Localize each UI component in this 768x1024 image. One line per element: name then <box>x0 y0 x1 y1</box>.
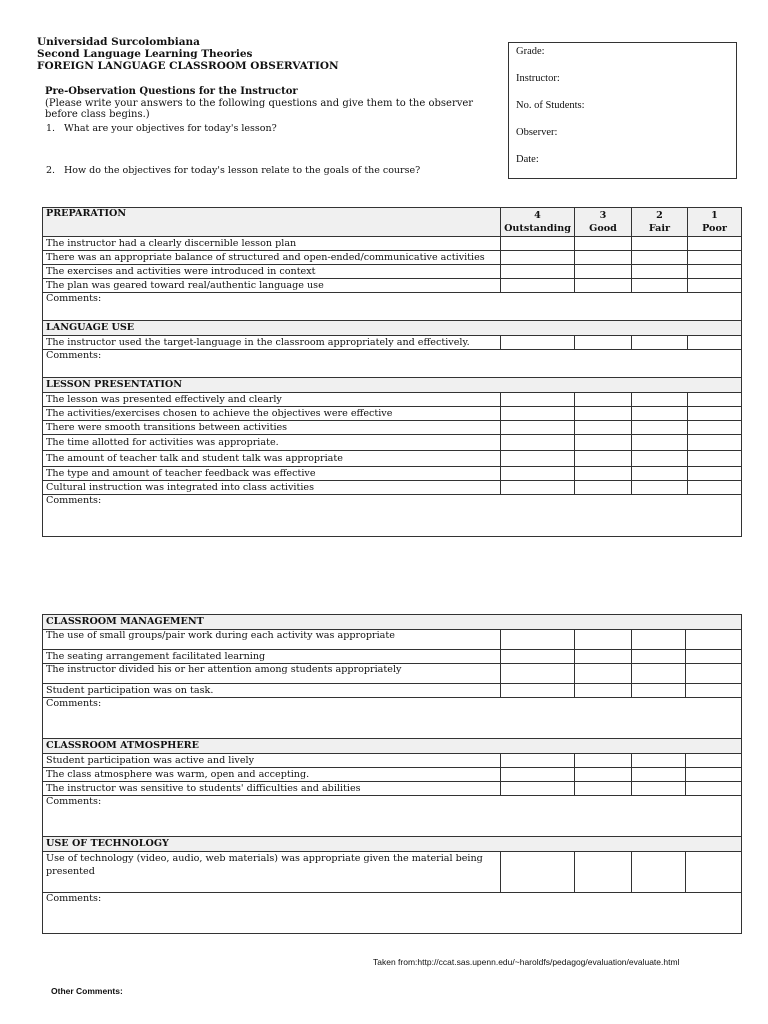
table-row <box>43 768 742 782</box>
rating-4-cell[interactable] <box>501 435 575 451</box>
comments-row <box>43 495 742 537</box>
rating-4-cell[interactable] <box>501 393 575 407</box>
rating-1-cell[interactable] <box>688 265 742 279</box>
table-row <box>43 251 742 265</box>
criterion-text: There were smooth transitions between activities <box>43 421 501 435</box>
criterion-text: The class atmosphere was warm, open and accepting. <box>43 768 501 782</box>
rating-2-cell[interactable] <box>632 279 688 293</box>
rating-3-cell[interactable] <box>575 650 632 664</box>
rating-1-cell[interactable] <box>688 237 742 251</box>
rating-1-cell[interactable] <box>688 407 742 421</box>
rating-2-cell[interactable] <box>632 237 688 251</box>
instructor-field[interactable]: Instructor: <box>516 73 560 84</box>
table-row <box>43 664 742 684</box>
criterion-text: The type and amount of teacher feedback was effective <box>43 467 501 481</box>
table-row <box>43 684 742 698</box>
language-use-title: LANGUAGE USE <box>43 321 742 336</box>
rating-2-cell[interactable] <box>632 251 688 265</box>
rating-3-cell[interactable] <box>575 393 632 407</box>
rating-3-cell[interactable] <box>575 684 632 698</box>
comments-row <box>43 350 742 378</box>
date-field[interactable]: Date: <box>516 154 539 165</box>
comments-row <box>43 293 742 321</box>
table-row <box>43 451 742 467</box>
rating-4-cell[interactable] <box>501 336 575 350</box>
table-row <box>43 407 742 421</box>
rating-4-cell[interactable] <box>501 782 575 796</box>
rating-3-cell[interactable] <box>575 265 632 279</box>
rating-1-num: 1 <box>711 210 718 221</box>
rating-4-cell[interactable] <box>501 251 575 265</box>
question-2-number: 2. <box>46 165 56 176</box>
criterion-text: Cultural instruction was integrated into class activities <box>43 481 501 495</box>
question-1-number: 1. <box>46 123 56 134</box>
rating-2-cell[interactable] <box>632 852 686 893</box>
rating-2-num: 2 <box>656 210 663 221</box>
university-name: Universidad Surcolombiana <box>37 36 200 48</box>
criterion-text: The instructor divided his or her attention among students appropriately <box>43 664 501 684</box>
lesson-presentation-header-row <box>43 378 742 393</box>
rating-2-label: Fair <box>648 223 671 234</box>
rating-3-cell[interactable] <box>575 421 632 435</box>
pre-observation-title: Pre-Observation Questions for the Instructor <box>45 86 298 97</box>
use-of-technology-header-row <box>43 837 742 852</box>
comments-row <box>43 698 742 739</box>
rating-1-cell[interactable] <box>686 768 742 782</box>
criterion-text: The instructor was sensitive to students' difficulties and abilities <box>43 782 501 796</box>
rating-4-cell[interactable] <box>501 650 575 664</box>
rating-4-cell[interactable] <box>501 237 575 251</box>
language-use-comments[interactable]: Comments: <box>43 350 742 378</box>
lesson-presentation-title: LESSON PRESENTATION <box>43 378 742 393</box>
rating-2-cell[interactable] <box>632 782 686 796</box>
source-credit: Taken from:http://ccat.sas.upenn.edu/~haroldfs/pedagog/evaluation/evaluate.html <box>373 957 680 967</box>
rating-1-cell[interactable] <box>686 664 742 684</box>
question-1: What are your objectives for today's lesson? <box>64 123 277 134</box>
comments-row <box>43 796 742 837</box>
rating-2-cell[interactable] <box>632 664 686 684</box>
rating-3-cell[interactable] <box>575 435 632 451</box>
rating-3-cell[interactable] <box>575 852 632 893</box>
table-row <box>43 435 742 451</box>
rating-1-cell[interactable] <box>688 467 742 481</box>
classroom-atmosphere-comments[interactable]: Comments: <box>43 796 742 837</box>
rating-2-cell[interactable] <box>632 467 688 481</box>
rating-4-header <box>501 208 575 237</box>
use-of-technology-title: USE OF TECHNOLOGY <box>43 837 742 852</box>
rating-3-num: 3 <box>599 210 607 221</box>
rating-1-cell[interactable] <box>686 650 742 664</box>
rating-1-header <box>688 208 742 237</box>
rating-4-cell[interactable] <box>501 852 575 893</box>
classroom-management-header-row <box>43 615 742 630</box>
rating-2-cell[interactable] <box>632 265 688 279</box>
rating-4-cell[interactable] <box>501 754 575 768</box>
criterion-text: The activities/exercises chosen to achieve the objectives were effective <box>43 407 501 421</box>
rating-4-cell[interactable] <box>501 630 575 650</box>
rating-3-header <box>575 208 632 237</box>
preparation-title: PREPARATION <box>43 208 501 237</box>
rating-3-cell[interactable] <box>575 279 632 293</box>
rating-4-cell[interactable] <box>501 451 575 467</box>
rating-2-cell[interactable] <box>632 768 686 782</box>
grade-field[interactable]: Grade: <box>516 46 545 57</box>
rating-2-cell[interactable] <box>632 435 688 451</box>
rating-2-cell[interactable] <box>632 481 688 495</box>
rating-1-cell[interactable] <box>688 251 742 265</box>
rating-2-cell[interactable] <box>632 393 688 407</box>
table-row <box>43 754 742 768</box>
evaluation-table-2 <box>42 614 742 934</box>
rating-2-cell[interactable] <box>632 684 686 698</box>
rating-4-cell[interactable] <box>501 421 575 435</box>
observer-field[interactable]: Observer: <box>516 127 558 138</box>
classroom-atmosphere-header-row <box>43 739 742 754</box>
rating-2-cell[interactable] <box>632 451 688 467</box>
rating-3-cell[interactable] <box>575 481 632 495</box>
rating-2-cell[interactable] <box>632 650 686 664</box>
rating-1-cell[interactable] <box>686 852 742 893</box>
table-row <box>43 265 742 279</box>
rating-2-header <box>632 208 688 237</box>
document-header <box>37 36 339 72</box>
criterion-text: The lesson was presented effectively and clearly <box>43 393 501 407</box>
criterion-text: The instructor had a clearly discernible lesson plan <box>43 237 501 251</box>
rating-3-cell[interactable] <box>575 451 632 467</box>
rating-4-cell[interactable] <box>501 768 575 782</box>
pre-observation-note: (Please write your answers to the following questions and give them to the observer before class begins.) <box>45 98 474 120</box>
use-of-technology-comments[interactable]: Comments: <box>43 893 742 934</box>
question-2: How do the objectives for today's lesson relate to the goals of the course? <box>64 165 421 176</box>
rating-3-cell[interactable] <box>575 754 632 768</box>
form-title: FOREIGN LANGUAGE CLASSROOM OBSERVATION <box>37 60 339 72</box>
table-row <box>43 393 742 407</box>
course-name: Second Language Learning Theories <box>37 48 253 60</box>
classroom-atmosphere-title: CLASSROOM ATMOSPHERE <box>43 739 742 754</box>
rating-1-cell[interactable] <box>688 421 742 435</box>
rating-3-cell[interactable] <box>575 407 632 421</box>
rating-1-cell[interactable] <box>688 435 742 451</box>
rating-3-cell[interactable] <box>575 336 632 350</box>
preparation-header-row <box>43 208 742 237</box>
rating-2-cell[interactable] <box>632 336 688 350</box>
criterion-text: The instructor used the target-language in the classroom appropriately and effectively. <box>43 336 501 350</box>
rating-2-cell[interactable] <box>632 407 688 421</box>
rating-1-cell[interactable] <box>688 279 742 293</box>
language-use-header-row <box>43 321 742 336</box>
rating-3-cell[interactable] <box>575 630 632 650</box>
table-row <box>43 421 742 435</box>
rating-3-cell[interactable] <box>575 237 632 251</box>
table-row <box>43 481 742 495</box>
rating-1-cell[interactable] <box>688 336 742 350</box>
rating-4-cell[interactable] <box>501 407 575 421</box>
preparation-comments[interactable]: Comments: <box>43 293 742 321</box>
table-row <box>43 630 742 650</box>
rating-2-cell[interactable] <box>632 630 686 650</box>
rating-3-cell[interactable] <box>575 251 632 265</box>
rating-1-cell[interactable] <box>686 754 742 768</box>
table-row <box>43 467 742 481</box>
observation-info-box <box>508 42 737 179</box>
rating-3-cell[interactable] <box>575 782 632 796</box>
table-row <box>43 237 742 251</box>
table-row <box>43 782 742 796</box>
rating-1-cell[interactable] <box>688 481 742 495</box>
criterion-text: Student participation was on task. <box>43 684 501 698</box>
criterion-text: The amount of teacher talk and student talk was appropriate <box>43 451 501 467</box>
rating-4-label: Outstanding <box>504 223 571 234</box>
comments-row <box>43 893 742 934</box>
table-row <box>43 336 742 350</box>
rating-3-cell[interactable] <box>575 664 632 684</box>
rating-1-label: Poor <box>702 223 727 234</box>
rating-4-cell[interactable] <box>501 265 575 279</box>
rating-1-cell[interactable] <box>686 630 742 650</box>
criterion-text: The seating arrangement facilitated learning <box>43 650 501 664</box>
table-row <box>43 852 742 893</box>
criterion-text: The plan was geared toward real/authentic language use <box>43 279 501 293</box>
rating-2-cell[interactable] <box>632 421 688 435</box>
table-row <box>43 650 742 664</box>
rating-1-cell[interactable] <box>686 684 742 698</box>
rating-4-cell[interactable] <box>501 664 575 684</box>
criterion-text: Use of technology (video, audio, web materials) was appropriate given the material being presented <box>43 852 501 893</box>
rating-3-cell[interactable] <box>575 467 632 481</box>
rating-4-cell[interactable] <box>501 481 575 495</box>
classroom-management-title: CLASSROOM MANAGEMENT <box>43 615 742 630</box>
criterion-text: There was an appropriate balance of structured and open-ended/communicative activities <box>43 251 501 265</box>
rating-4-cell[interactable] <box>501 279 575 293</box>
rating-1-cell[interactable] <box>688 451 742 467</box>
rating-4-cell[interactable] <box>501 684 575 698</box>
rating-3-cell[interactable] <box>575 768 632 782</box>
criterion-text: Student participation was active and lively <box>43 754 501 768</box>
evaluation-table-1 <box>42 207 742 537</box>
rating-1-cell[interactable] <box>688 393 742 407</box>
students-field[interactable]: No. of Students: <box>516 100 585 111</box>
rating-3-label: Good <box>589 223 617 234</box>
criterion-text: The use of small groups/pair work during each activity was appropriate <box>43 630 501 650</box>
rating-2-cell[interactable] <box>632 754 686 768</box>
other-comments-label: Other Comments: <box>51 986 123 996</box>
criterion-text: The time allotted for activities was appropriate. <box>43 435 501 451</box>
lesson-presentation-comments[interactable]: Comments: <box>43 495 742 537</box>
rating-1-cell[interactable] <box>686 782 742 796</box>
table-row <box>43 279 742 293</box>
criterion-text: The exercises and activities were introduced in context <box>43 265 501 279</box>
rating-4-num: 4 <box>534 210 541 221</box>
classroom-management-comments[interactable]: Comments: <box>43 698 742 739</box>
rating-4-cell[interactable] <box>501 467 575 481</box>
